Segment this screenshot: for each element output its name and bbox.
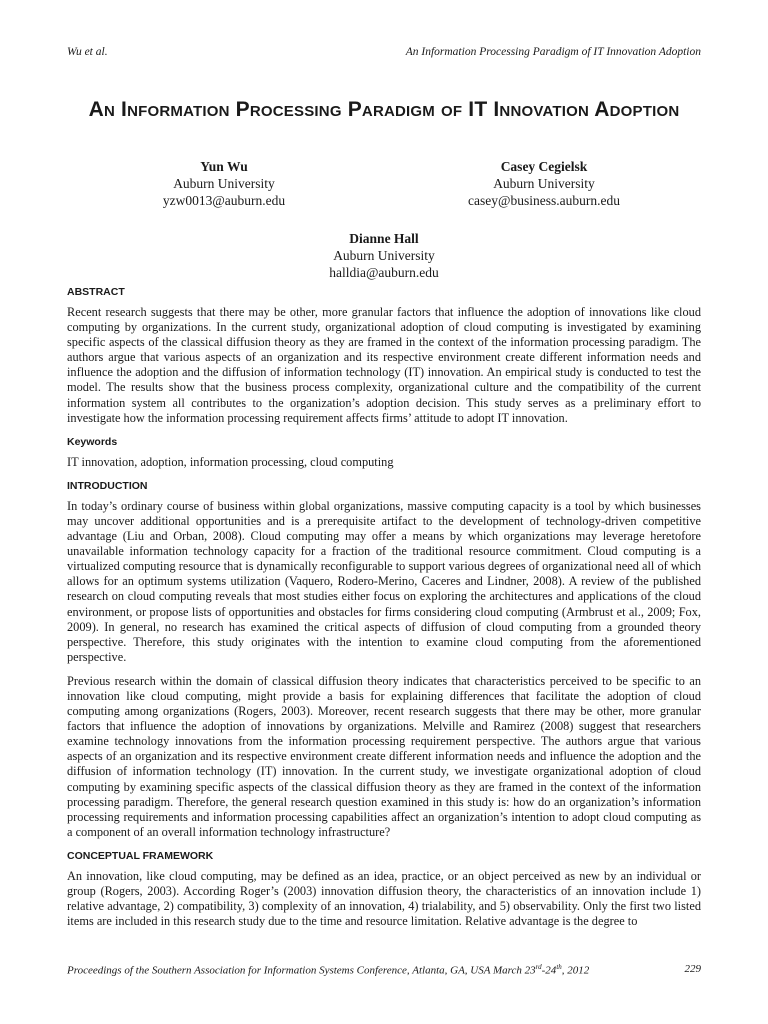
header-authors: Wu et al. — [67, 46, 108, 58]
author-email: yzw0013@auburn.edu — [162, 193, 286, 208]
keywords-text: IT innovation, adoption, information processing, cloud computing — [67, 454, 394, 469]
conceptual-framework-heading: CONCEPTUAL FRAMEWORK — [67, 849, 214, 862]
introduction-paragraph: In today’s ordinary course of business within global organizations, massive computing capacity is a tool by which businesses may uncover additional opportunities and is a prerequisite artifact to the development of technology-driven competitive advantage (Liu and Orban, 2008). Cloud computing may offer a means by which organizations may leverage heretofore unavailable information technology capacity for a fraction of the traditional resource commitment. Cloud computing is a virtualized computing resource that is dynamically reconfigurable to support various degrees of organizational need all of which allows for an optimum systems utilization (Vaquero, Rodero-Merino, Caceres and Lindner, 2008). A review of the published research on cloud computing reveals that most studies either focus on exploring the architectures and applications of the cloud environment, or propose lists of opportunities and obstacles for firms considering cloud computing (Armbrust et al., 2009; Fox, 2009). In general, no research has examined the critical aspects of diffusion of cloud computing from a grounded theory perspective. Therefore, this study originates with the intention to examine cloud computing from the aforementioned perspective. — [67, 498, 701, 664]
paper-title: An Information Processing Paradigm of IT Innovation Adoption — [88, 98, 680, 121]
author-email: casey@business.auburn.edu — [468, 193, 620, 208]
author-affiliation: Auburn University — [333, 248, 435, 263]
abstract-heading: ABSTRACT — [67, 286, 125, 298]
author-affiliation: Auburn University — [173, 176, 275, 191]
author-name: Casey Cegielsk — [500, 159, 588, 174]
introduction-heading: INTRODUCTION — [67, 479, 148, 492]
author-block — [254, 230, 514, 281]
author-block — [94, 158, 354, 209]
author-block — [414, 158, 674, 209]
footer-sup-rd: rd — [535, 963, 542, 971]
introduction-paragraph: Previous research within the domain of classical diffusion theory indicates that characteristics perceived to be specific to an innovation like cloud computing, might provide a basis for explaining differences that facilitate the adoption of cloud computing among organizations (Rogers, 2003). Moreover, recent research suggests that there may be other, more granular factors that influence the adoption of innovations by organizations. Melville and Ramirez (2008) suggest that researchers examine technology innovations from the information processing requirement perspective. The authors argue that various aspects of an organization and its respective environment create different information needs and influence the adoption and the diffusion of information technology (IT) innovation. In the current study, we investigate organizational adoption of cloud computing by examining specific aspects of the classical diffusion theory as they are framed in the context of the information processing paradigm. Therefore, the general research question examined in this study is: how do an organization’s information processing requirements and information processing capabilities affect an organization’s intention to adopt cloud computing as a component of an overall information technology infrastructure? — [67, 673, 701, 839]
footer-sup-th: th — [556, 963, 562, 971]
footer-text-before: Proceedings of the Southern Association for Information Systems Conference, Atlanta, GA, USA March 23 — [67, 964, 536, 977]
footer-text-mid: -24 — [541, 964, 557, 977]
page-footer — [67, 963, 701, 979]
running-header — [67, 46, 701, 62]
abstract-text: Recent research suggests that there may be other, more granular factors that influence the adoption of innovations like cloud computing by organizations. In the current study, organizational adoption of cloud computing is investigated by examining specific aspects of the classical diffusion theory as they are framed in the context of the information processing paradigm. The authors argue that various aspects of an organization and its respective environment create different information needs and influence the adoption and the diffusion of information technology (IT) innovation. An empirical study is conducted to test the model. The results show that the business process complexity, organizational culture and the compatibility of the current information system all contributes to the organization’s adoption decision. This study serves as a preliminary effort to investigate how the information processing requirement affects firms’ attitude to adopt IT innovation. — [67, 305, 701, 425]
paper-body — [67, 285, 701, 938]
author-affiliation: Auburn University — [493, 176, 595, 191]
header-title: An Information Processing Paradigm of IT Innovation Adoption — [405, 46, 701, 58]
author-email: halldia@auburn.edu — [329, 265, 439, 280]
footer-text-after: , 2012 — [561, 964, 590, 977]
author-name: Yun Wu — [200, 159, 248, 174]
page-number: 229 — [684, 963, 701, 975]
author-name: Dianne Hall — [349, 231, 419, 246]
conceptual-framework-text: An innovation, like cloud computing, may be defined as an idea, practice, or an object perceived as new by an individual or group (Rogers, 2003). According Roger’s (2003) innovation diffusion theory, the characteristics of an innovation include 1) relative advantage, 2) compatibility, 3) complexity of an innovation, 4) trialability, and 5) observability. Only the first two listed items are included in this research study due to the time and resource limitation. Relative advantage is the degree to — [67, 868, 701, 929]
keywords-heading: Keywords — [67, 435, 118, 448]
footer-proceedings — [67, 963, 589, 977]
